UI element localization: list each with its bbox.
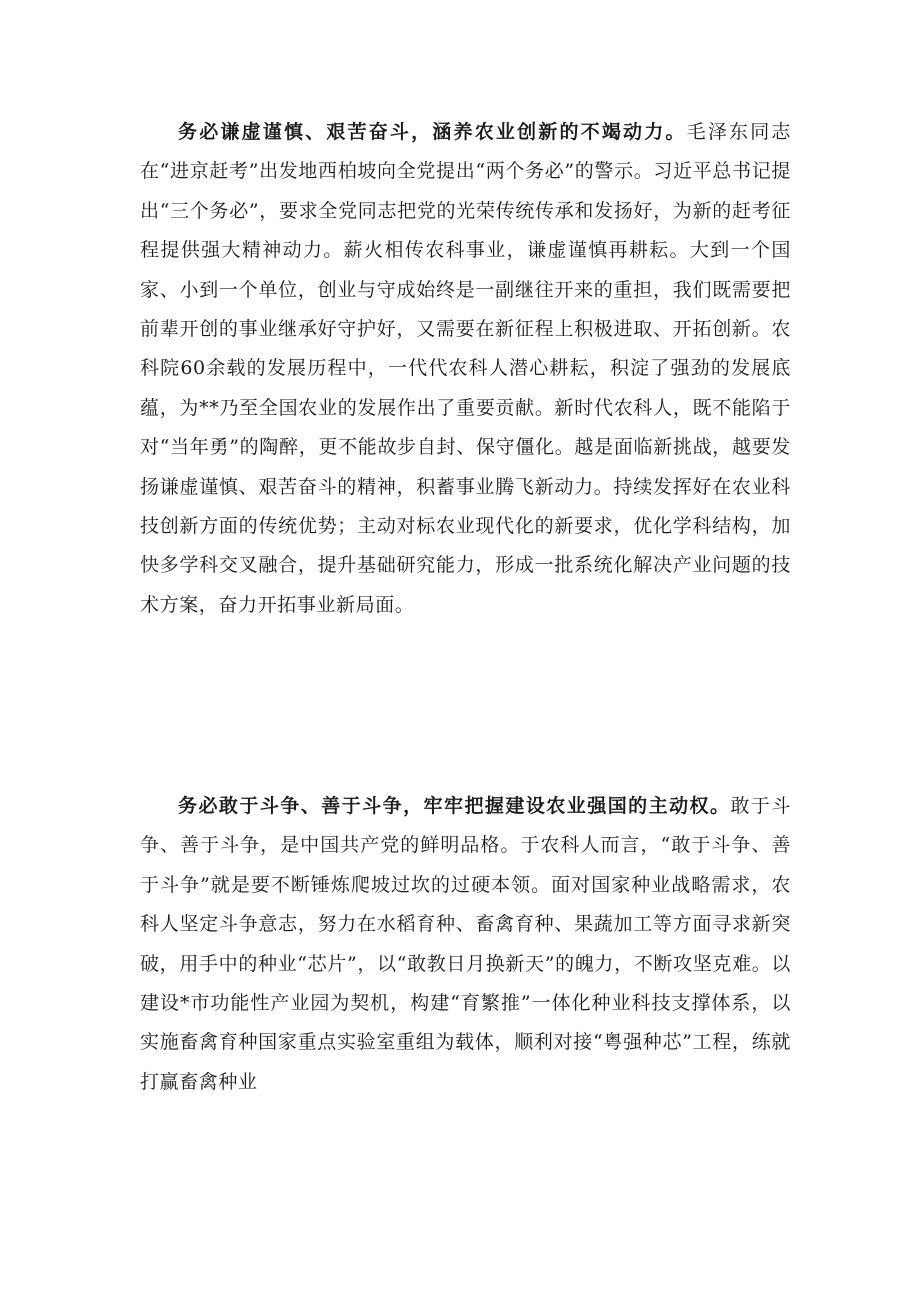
- paragraph-body-text: 毛泽东同志在“进京赶考”出发地西柏坡向全党提出“两个务必”的警示。习近平总书记提出“三个务必”，要求全党同志把党的光荣传统传承和发扬好，为新的赶考征程提供强大精神动力。薪火相传农科事业，谦虚谨慎再耕耘。大到一个国家、小到一个单位，创业与守成始终是一副继往开来的重担，我们既需要把前辈开创的事业继承好守护好，又需要在新征程上积极进取、开拓创新。农科院60余载的发展历程中，一代代农科人潜心耕耘，积淀了强劲的发展底蕴，为**乃至全国农业的发展作出了重要贡献。新时代农科人，既不能陷于对“当年勇”的陶醉，更不能故步自封、保守僵化。越是面临新挑战，越要发扬谦虚谨慎、艰苦奋斗的精神，积蓄事业腾飞新动力。持续发挥好在农业科技创新方面的传统优势；主动对标农业现代化的新要求，优化学科结构，加快多学科交叉融合，提升基础研究能力，形成一批系统化解决产业问题的技术方案，奋力开拓事业新局面。: [140, 121, 791, 616]
- paragraph-humility-hard-work: [140, 113, 791, 625]
- paragraph-body-text: 敢于斗争、善于斗争，是中国共产党的鲜明品格。于农科人而言，“敢于斗争、善于斗争”就是要不断锤炼爬坡过坎的过硬本领。面对国家种业战略需求，农科人坚定斗争意志，努力在水稻育种、畜禽育种、果蔬加工等方面寻求新突破，用手中的种业“芯片”，以“敢教日月换新天”的魄力，不断攻坚克难。以建设*市功能性产业园为契机，构建“育繁推”一体化种业科技支撑体系，以实施畜禽育种国家重点实验室重组为载体，顺利对接“粤强种芯”工程，练就打赢畜禽种业: [140, 795, 791, 1093]
- paragraph-lead-heading: 务必敢于斗争、善于斗争，牢牢把握建设农业强国的主动权。: [178, 795, 731, 817]
- paragraph-dare-to-struggle: [140, 787, 791, 1102]
- paragraph-lead-heading: 务必谦虚谨慎、艰苦奋斗，涵养农业创新的不竭动力。: [178, 121, 687, 143]
